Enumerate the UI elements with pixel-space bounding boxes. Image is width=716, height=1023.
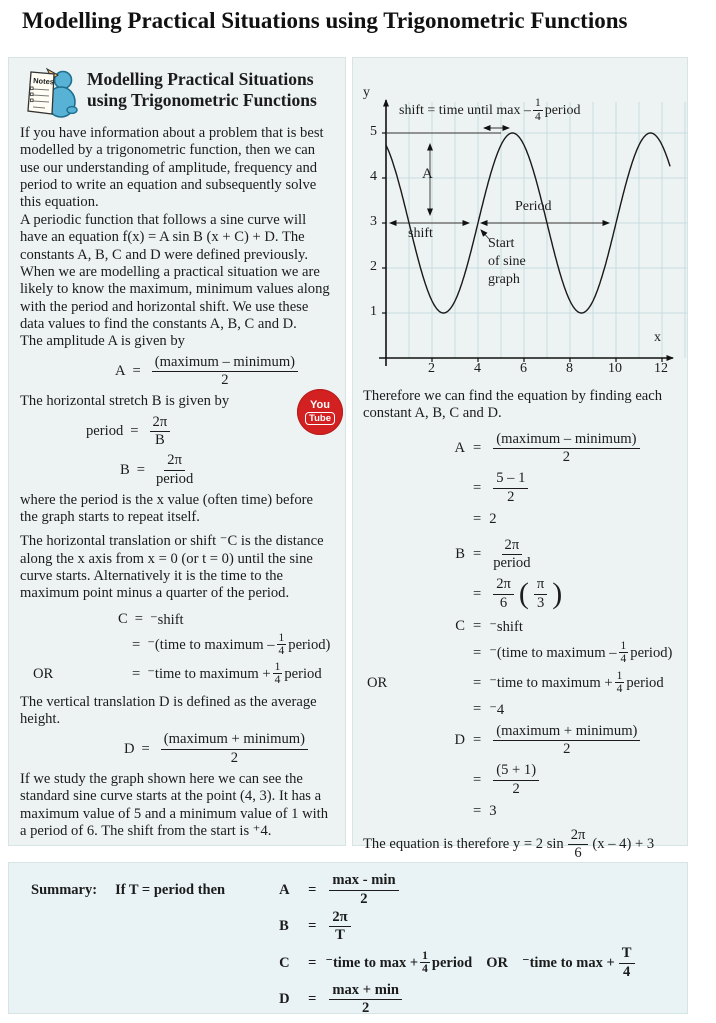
panel-title-line2: using Trigonometric Functions [87,90,317,111]
eq-text: period) [630,644,673,661]
notes-icon [20,66,78,120]
d-equation-2 [449,763,677,798]
c-equation-3 [33,660,334,687]
equals-sign: = [473,510,482,527]
equals-sign: = [473,771,482,788]
eq-rhs: 3 [489,802,497,819]
eq-rhs: ⁻4 [489,701,505,718]
youtube-icon-tube: Tube [305,412,335,426]
eq-text: ⁻time to maximum + [147,666,271,683]
c-equation-2 [132,633,334,658]
quarter-fraction: $\frac{1}{4}$ [620,639,627,666]
shift-paragraph: The horizontal translation or shift ⁻C is the distance along the x axis from x = 0 (or t = 0) until the sine curve starts. Alternatively it is the time to the maximum point minus a quarter of the period. [20,533,324,602]
amplitude-equation [115,355,334,390]
eq-lhs: A [115,363,126,380]
or-label: OR [33,665,54,682]
fraction: $\frac{\pi}{3}$ [534,577,547,612]
a-equation-1: A = $\frac{\text{(maximum – minimum)}}{2}$ [449,432,677,467]
fraction: $\frac{2\pi}{\text{period}}$ [155,452,194,487]
b-equation-1: B = $\frac{2\pi}{\text{period}}$ [455,536,531,572]
shift-note-text: period [544,102,581,118]
period-label: Period [515,199,552,214]
quarter-fraction: $\frac{1}{4}$ [534,97,541,123]
d-equation-3 [449,803,677,820]
eq-lhs: B [120,461,130,478]
eq-text: The equation is therefore y = 2 sin [363,836,564,853]
eq-lhs: D [124,741,135,758]
fraction: $\frac{2\pi}{6}$ [568,828,589,863]
fraction: $\frac{\max - \min}{2}$ [329,873,398,908]
quarter-fraction: $\frac{1}{4}$ [278,631,285,658]
eq-text: ⁻time to max + [521,955,615,972]
eq-text: period [284,665,322,682]
equals-sign: = [308,881,317,898]
fraction: $\frac{T}{4}$ [619,946,635,981]
equals-sign: = [130,423,139,440]
intro-paragraph-2: A periodic function that follows a sine curve will have an equation f(x) = A sin B (x + C) + D. The constants A, B, C and D were defined previously. When we are modelling a practical situation we are likely to know the maximum, minimum values along with the period and horizontal shift. We use these data values to find the constants A, B, C and D. [20,211,330,332]
equals-sign: = [473,618,482,635]
y-tick-2: 2 [370,259,377,274]
c-equation-2 [449,641,677,666]
equals-sign: = [132,665,141,682]
eq-text: period [626,674,664,691]
amplitude-label: A [422,166,433,182]
eq-text: (x – 4) + 3 [592,836,655,853]
d-equation-1: D = $\frac{\text{(maximum + minimum)}}{2}$ [449,724,677,759]
y-tick-4: 4 [370,169,377,184]
x-tick-2: 2 [428,361,435,376]
stretch-intro: The horizontal stretch B is given by [20,393,230,410]
panel-title-line1: Modelling Practical Situations [87,69,314,89]
eq-lhs: period [86,423,124,440]
a-equation-3 [449,511,677,528]
panel-header [20,66,334,120]
intro-paragraph-1: If you have information about a problem that is best modelled by a trigonometric function, then we can use our understanding of amplitude, frequency and period to write an equation and subsequently solve this equation. [20,125,324,211]
fraction: $\frac{\text{(maximum + minimum)}}{2}$ [493,724,640,759]
summary-row-c: C = ⁻time to max + $\frac{1}{4}$ period OR ⁻time to max + $\frac{T}{4}$ [279,946,638,981]
eq-rhs: ⁻shift [489,618,523,635]
vertical-paragraph: The vertical translation D is defined as the average height. [20,693,317,728]
fraction: $\frac{2\pi}{B}$ [150,415,171,450]
summary-row-a: A = $\frac{\max - \min}{2}$ [279,873,638,908]
notes-icon-label: Notes [32,76,55,87]
c-equation-4 [449,701,677,719]
fraction: $\frac{\text{(maximum + minimum)}}{2}$ [161,732,308,767]
summary-row-b: B = $\frac{2\pi}{T}$ [279,910,638,945]
summary-box [8,862,688,1017]
annotation-arrows [386,128,609,240]
equals-sign: = [134,611,143,628]
eq-text: ⁻time to maximum + [489,675,613,692]
equals-sign: = [132,636,141,653]
fraction: $\frac{\max + \min}{2}$ [329,983,402,1018]
y-tick-1: 1 [370,304,377,319]
x-tick-6: 6 [520,361,527,376]
x-tick-12: 12 [654,361,668,376]
y-axis-label: y [363,85,370,100]
page-title: Modelling Practical Situations using Trigonometric Functions [22,8,628,33]
fraction: $\frac{2\pi}{\text{period}}$ [493,536,531,572]
therefore-paragraph: Therefore we can find the equation by finding each constant A, B, C and D. [363,388,663,422]
shift-note-text: shift = time until max – [399,102,531,118]
fraction: $\frac{2\pi}{T}$ [329,910,350,945]
d-equation [124,732,334,767]
sine-graph [353,58,689,384]
final-equation [363,828,677,863]
c-equation-1: C = ⁻shift [455,618,523,635]
equals-sign: = [308,954,317,971]
right-panel-content [353,384,687,862]
eq-text: ⁻(time to maximum – [489,645,617,662]
y-tick-3: 3 [370,214,377,229]
youtube-icon[interactable] [297,389,343,435]
or-label: OR [367,674,388,691]
shift-label: shift [408,226,433,241]
equals-sign: = [473,701,482,718]
equals-sign: = [132,363,141,380]
right-paren: ) [552,577,563,611]
right-panel [352,57,688,862]
eq-text: ⁻(time to maximum – [147,637,275,654]
eq-text: period [431,954,473,971]
period-equation [86,415,334,450]
equals-sign: = [473,585,482,602]
summary-row-d: D = $\frac{\max + \min}{2}$ [279,983,638,1018]
eq-text: ⁻time to max + [325,955,419,972]
start-of-sine-label: Start of sine graph [488,236,526,287]
period-paragraph: where the period is the x value (often time) before the graph starts to repeat itself. [20,491,313,525]
panel-title [87,66,317,112]
x-tick-8: 8 [566,361,573,376]
eq-rhs: 2 [489,510,497,527]
b-equation [120,453,334,488]
amplitude-intro: The amplitude A is given by [20,333,185,350]
equals-sign: = [473,644,482,661]
c-equation-3 [367,669,677,696]
equals-sign: = [473,802,482,819]
equals-sign: = [473,732,482,749]
a-equation-2 [449,471,677,506]
equals-sign: = [473,546,482,563]
summary-label: Summary: [31,882,98,898]
x-axis-label: x [654,330,661,345]
equals-sign: = [473,440,482,457]
fraction: $\frac{(5 + 1)}{2}$ [493,763,539,798]
equals-sign: = [473,674,482,691]
fraction: $\frac{\text{(maximum – minimum)}}{2}$ [493,432,639,467]
shift-note [399,98,580,123]
quarter-fraction: $\frac{1}{4}$ [422,949,428,976]
fraction: $\frac{\text{(maximum – minimum)}}{2}$ [152,355,298,390]
equals-sign: = [308,918,317,935]
fraction: $\frac{5 - 1}{2}$ [493,471,528,506]
quarter-fraction: $\frac{1}{4}$ [616,669,623,696]
summary-equations [279,873,638,1019]
x-tick-4: 4 [474,361,481,376]
equals-sign: = [141,741,150,758]
fraction: $\frac{2\pi}{6}$ [493,577,514,612]
left-panel [8,57,346,846]
left-paren: ( [518,577,529,611]
equals-sign: = [308,991,317,1008]
c-equation-1 [118,611,334,629]
equals-sign: = [136,461,145,478]
graph-paragraph: If we study the graph shown here we can see the standard sine curve starts at the point (4, 3). It has a maximum value of 5 and a minimum value of 1 with a period of 6. The shift from the start is ⁺4. [20,770,329,839]
or-label: OR [486,954,508,971]
eq-rhs: ⁻shift [149,611,184,628]
eq-text: period) [288,636,331,653]
x-tick-10: 10 [608,361,622,376]
eq-lhs: C [118,611,128,628]
youtube-icon-you: You [310,398,330,411]
summary-condition: If T = period then [115,882,226,898]
b-equation-2 [449,577,677,612]
y-tick-5: 5 [370,124,377,139]
quarter-fraction: $\frac{1}{4}$ [274,660,281,687]
equals-sign: = [473,479,482,496]
